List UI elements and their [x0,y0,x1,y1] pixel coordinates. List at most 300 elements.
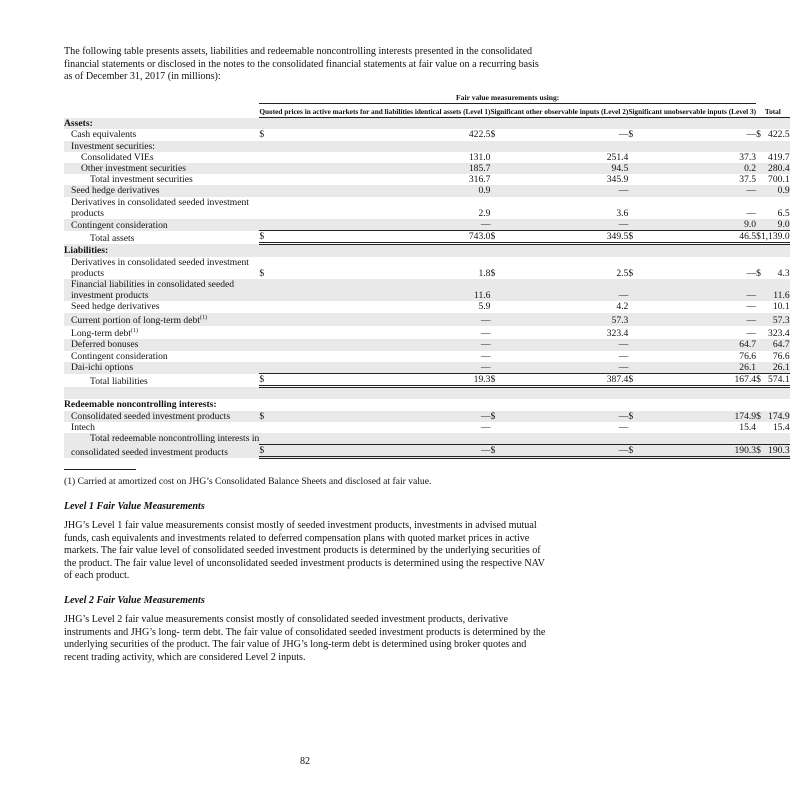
cell-value [648,118,756,130]
row-label [64,326,259,339]
cell-value: 37.5 [739,174,757,186]
dollar-sign: $ [628,267,634,279]
row-label-text: Long-term debt [71,328,131,340]
cell-value: 19.3 [294,374,490,387]
table-row [64,231,790,244]
dollar-sign [490,351,511,362]
row-label [64,279,259,290]
dollar-sign [259,244,294,257]
cell-value [294,257,490,268]
row-label [64,387,259,400]
dollar-sign [628,422,647,433]
row-label-text: Redeemable noncontrolling interests: [64,399,217,411]
cell-value [511,279,628,290]
cell-value: 0.2 [648,163,756,174]
dollar-sign [628,118,647,130]
level2-heading: Level 2 Fair Value Measurements [64,594,205,606]
dollar-sign: $ [628,129,634,141]
cell-value: 5.9 [478,301,491,313]
cell-value: — [511,290,628,301]
cell-value [294,433,490,445]
dollar-sign [490,387,511,400]
cell-value [648,197,756,208]
table-row [64,174,790,185]
table-row [64,268,790,279]
dollar-sign: $ [259,129,265,141]
footnote-marker: (1) [199,314,207,321]
row-label-text: Financial liabilities in consolidated seeded [71,279,235,290]
table-row [64,351,790,362]
cell-value: — [480,421,491,433]
cell-value: — [511,339,628,350]
table-row [64,362,790,374]
table-row [64,163,790,174]
row-label [64,268,259,279]
cell-value: 64.7 [761,339,790,350]
dollar-sign [259,290,294,301]
section-header-row [64,244,790,257]
cell-value: — [511,219,628,231]
row-label [64,174,259,185]
cell-value [511,387,628,400]
row-label-text: Derivatives in consolidated seeded investment [71,256,249,268]
cell-value: — [294,445,490,458]
dollar-sign [490,174,511,185]
table-row [64,313,790,326]
cell-value: 57.3 [761,313,790,326]
row-label [64,351,259,362]
table-row [64,208,790,219]
dollar-sign: $ [756,129,761,141]
dollar-sign: $ [259,411,294,422]
row-label [64,313,259,326]
dollar-sign [490,399,511,410]
table-row [64,197,790,208]
cell-value [761,279,790,290]
row-label-text: products [71,207,105,219]
table-row [64,301,790,312]
level1-heading: Level 1 Fair Value Measurements [64,500,205,512]
dollar-sign: $ [756,231,761,243]
cell-value: 316.7 [468,174,491,186]
cell-value: 323.4 [768,328,790,340]
dollar-sign [628,185,647,196]
cell-value: 57.3 [511,313,628,326]
dollar-sign [259,118,294,130]
row-label-text: Total investment securities [90,174,193,186]
spacer-row [64,387,790,400]
dollar-sign [259,279,294,290]
table-row [64,339,790,350]
col-level2-header: Significant other observable inputs (Level 2) [490,103,628,117]
dollar-sign: $ [756,445,761,457]
row-label [64,411,259,422]
row-label [64,433,259,445]
dollar-sign: $ [259,374,294,387]
dollar-sign [259,301,294,312]
table-row [64,422,790,433]
cell-value [294,279,490,290]
cell-value: 11.6 [294,290,490,301]
dollar-sign [628,244,647,257]
dollar-sign [259,152,294,163]
cell-value [761,197,790,208]
cell-value: — [511,185,628,196]
dollar-sign [490,244,511,257]
cell-value [648,433,756,445]
dollar-sign [628,197,647,208]
row-label [64,208,259,219]
row-label [64,257,259,268]
table-row [64,290,790,301]
row-label [64,163,259,174]
cell-value: — [511,411,628,422]
table-row [64,129,790,140]
cell-value: 174.9 [648,411,756,422]
dollar-sign: $ [756,374,761,385]
fair-value-table [64,92,790,460]
cell-value: — [511,445,628,458]
cell-value: 0.9 [761,185,790,196]
cell-value: — [480,328,491,340]
cell-value: 37.3 [739,151,757,163]
section-header-row [64,399,790,410]
dollar-sign [628,387,647,400]
cell-value: 422.5 [468,129,491,141]
row-label [64,374,259,387]
table-row [64,326,790,339]
cell-value: 2.9 [478,207,491,219]
dollar-sign [490,219,511,231]
cell-value: 2.5 [616,267,629,279]
row-label [64,362,259,374]
dollar-sign: $ [628,445,647,458]
table-row [64,257,790,268]
cell-value: — [746,207,757,219]
cell-value [648,257,756,268]
dollar-sign [628,257,647,268]
intro-paragraph: The following table presents assets, liabilities and redeemable noncontrolling interests presented in the consolidated financial statements or disclosed in the notes to the consolidated financial statements at fair value on a recurring basis as of December 31, 2017 (in millions): [64,46,539,83]
cell-value: — [294,362,490,374]
cell-value: 323.4 [606,328,629,340]
dollar-sign: $ [490,374,511,387]
row-label-text: Current portion of long-term debt [71,314,200,326]
cell-value [294,118,490,130]
cell-value [294,244,490,257]
row-label-text: Intech [71,421,95,433]
dollar-sign [628,399,647,410]
dollar-sign: $ [490,267,496,279]
cell-value [294,399,490,410]
cell-value [648,399,756,410]
row-label [64,422,259,433]
cell-value: 11.6 [761,290,790,301]
dollar-sign [259,313,294,326]
table-row [64,411,790,422]
cell-value [511,244,628,257]
cell-value: — [746,267,757,279]
dollar-sign [490,197,511,208]
row-label-text: Other investment securities [81,162,186,174]
dollar-sign [628,313,647,326]
dollar-sign: $ [628,374,647,387]
cell-value: — [618,350,629,362]
dollar-sign: $ [259,445,294,458]
cell-value [511,118,628,130]
cell-value: 76.6 [772,350,790,362]
cell-value [761,399,790,410]
cell-value [511,197,628,208]
row-label [64,185,259,196]
cell-value: 10.1 [772,301,790,313]
cell-value: 1.8 [478,267,491,279]
dollar-sign [628,141,647,152]
dollar-sign [628,152,647,163]
row-label-text: consolidated seeded investment products [71,446,228,458]
dollar-sign [490,362,511,374]
row-label-text: Consolidated VIEs [81,151,154,163]
row-label-text: Cash equivalents [71,129,137,141]
dollar-sign [628,219,647,231]
row-label [64,244,259,257]
table-row [64,185,790,196]
dollar-sign [259,185,294,196]
dollar-sign [490,208,511,219]
dollar-sign [490,279,511,290]
dollar-sign [628,326,647,339]
dollar-sign [490,433,511,445]
row-label [64,339,259,350]
row-label-text: Derivatives in consolidated seeded investment [71,196,249,208]
row-label-text: Seed hedge derivatives [71,185,160,197]
table-row [64,152,790,163]
dollar-sign [259,399,294,410]
dollar-sign [259,174,294,185]
cell-value: 190.3 [648,445,756,458]
cell-value [648,244,756,257]
dollar-sign [490,257,511,268]
cell-value: 94.5 [511,163,628,174]
cell-value: 387.4 [511,374,628,387]
footnote-rule [64,469,136,470]
dollar-sign [259,163,294,174]
dollar-sign [259,339,294,350]
dollar-sign [490,339,511,350]
table-row [64,433,790,445]
row-label-text: Total liabilities [90,375,148,387]
cell-value: 743.0 [294,231,490,244]
dollar-sign: $ [490,411,511,422]
dollar-sign [628,174,647,185]
dollar-sign [628,301,647,312]
dollar-sign: $ [490,445,511,458]
dollar-sign [259,208,294,219]
cell-value: 700.1 [768,174,790,186]
cell-value: — [746,129,757,141]
cell-value: — [618,421,629,433]
dollar-sign [259,141,294,152]
dollar-sign [628,339,647,350]
cell-value: — [618,129,629,141]
col-level3-header: Significant unobservable inputs (Level 3) [628,103,756,117]
cell-value: 6.5 [777,207,790,219]
dollar-sign [628,279,647,290]
table-row [64,219,790,231]
cell-value [648,279,756,290]
row-label-text: Deferred bonuses [71,339,139,351]
row-label [64,399,259,410]
cell-value [511,141,628,152]
dollar-sign: $ [259,267,265,279]
cell-value [761,257,790,268]
cell-value: — [746,301,757,313]
cell-value: 1,139.0 [760,231,790,243]
cell-value: — [746,328,757,340]
cell-value [294,141,490,152]
cell-value: 422.5 [768,129,790,141]
row-label [64,129,259,140]
dollar-sign: $ [490,231,511,244]
dollar-sign [628,433,647,445]
cell-value [648,141,756,152]
row-label [64,445,259,458]
dollar-sign [628,290,647,301]
cell-value: 345.9 [606,174,629,186]
dollar-sign: $ [628,231,647,244]
table-row [64,279,790,290]
cell-value: 167.4 [648,374,756,387]
cell-value [511,399,628,410]
group-header: Fair value measurements using: [259,92,756,104]
row-label-text: products [71,267,105,279]
cell-value: 15.4 [772,421,790,433]
dollar-sign: $ [628,411,647,422]
row-label-text: Dai-ichi options [71,362,134,374]
cell-value: 419.7 [768,151,790,163]
page-content [64,46,790,664]
row-label [64,231,259,244]
cell-value: 9.0 [761,219,790,231]
dollar-sign [628,351,647,362]
cell-value: 185.7 [294,163,490,174]
row-label-text: Total redeemable noncontrolling interests in [90,433,260,445]
level2-body: JHG’s Level 2 fair value measurements consist mostly of consolidated seeded investment products, derivative instruments and JHG’s long- term debt. The fair value of consolidated seeded investment products is determined by the underlying securities of the product. The fair value of JHG’s long-term debt is determined using broker quotes and recent trading activity, which are considered Level 2 inputs. [64,613,546,663]
cell-value [648,387,756,400]
col-total-header: Total [756,103,790,117]
cell-value: — [480,350,491,362]
dollar-sign [259,326,294,339]
dollar-sign [490,326,511,339]
footnote: (1) Carried at amortized cost on JHG’s Consolidated Balance Sheets and disclosed at fair value. [64,476,432,488]
row-label-text: Consolidated seeded investment products [71,410,231,422]
dollar-sign [490,422,511,433]
dollar-sign [628,163,647,174]
dollar-sign [490,118,511,130]
dollar-sign [259,362,294,374]
row-label-text: Assets: [64,118,93,130]
dollar-sign: $ [490,129,496,141]
dollar-sign [259,351,294,362]
cell-value: 64.7 [648,339,756,350]
cell-value: — [511,362,628,374]
level1-body: JHG’s Level 1 fair value measurements consist mostly of seeded investment products, investments in advised mutual funds, cash equivalents and investments related to deferred compensation plans with quoted market prices in active markets. The fair value level of consolidated seeded investment products is determined by the underlying securities of the product. The fair value level of unconsolidated seeded investment products is determined using the respective NAV of each product. [64,519,545,582]
row-label [64,219,259,231]
section-header-row [64,118,790,130]
dollar-sign [259,197,294,208]
cell-value [511,433,628,445]
row-label-text: Total assets [90,232,135,244]
row-label [64,141,259,152]
col-level1-header: Quoted prices in active markets for and liabilities identical assets (Level 1) [259,103,490,117]
cell-value: 9.0 [648,219,756,231]
row-label-text: investment products [71,290,149,302]
dollar-sign [490,313,511,326]
row-label [64,290,259,301]
row-label-text: Contingent consideration [71,350,168,362]
dollar-sign [628,208,647,219]
cell-value: 131.0 [468,151,491,163]
dollar-sign [490,152,511,163]
cell-value: 4.2 [616,301,629,313]
dollar-sign [259,422,294,433]
cell-value: — [294,313,490,326]
cell-value: 280.4 [761,163,790,174]
row-label-text: Contingent consideration [71,219,168,231]
dollar-sign: $ [259,231,294,244]
cell-value: — [294,219,490,231]
row-label-text: Liabilities: [64,245,109,257]
cell-value [294,387,490,400]
cell-value: 15.4 [739,421,757,433]
cell-value [761,387,790,400]
row-label [64,197,259,208]
row-label-text: Seed hedge derivatives [71,301,160,313]
cell-value: — [648,313,756,326]
dollar-sign [628,362,647,374]
cell-value: 574.1 [761,374,790,387]
dollar-sign [259,219,294,231]
cell-value [761,118,790,130]
cell-value: 4.3 [777,267,790,279]
dollar-sign [259,433,294,445]
dollar-sign [490,290,511,301]
cell-value [511,257,628,268]
row-label [64,152,259,163]
cell-value: 46.5 [648,231,756,244]
cell-value: 174.9 [761,411,790,422]
cell-value: 349.5 [511,231,628,244]
dollar-sign [490,163,511,174]
cell-value [761,141,790,152]
cell-value [294,197,490,208]
dollar-sign [259,257,294,268]
dollar-sign: $ [756,267,761,279]
dollar-sign [490,185,511,196]
page-number: 82 [299,756,311,767]
cell-value [761,433,790,445]
row-label [64,118,259,130]
column-header-row [64,103,790,117]
dollar-sign: $ [756,410,761,422]
cell-value: 3.6 [616,207,629,219]
row-label-text: Investment securities: [71,140,155,152]
cell-value: — [294,339,490,350]
cell-value: 251.4 [606,151,629,163]
cell-value: 76.6 [739,350,757,362]
table-row [64,445,790,458]
table-row [64,374,790,387]
cell-value: — [648,185,756,196]
